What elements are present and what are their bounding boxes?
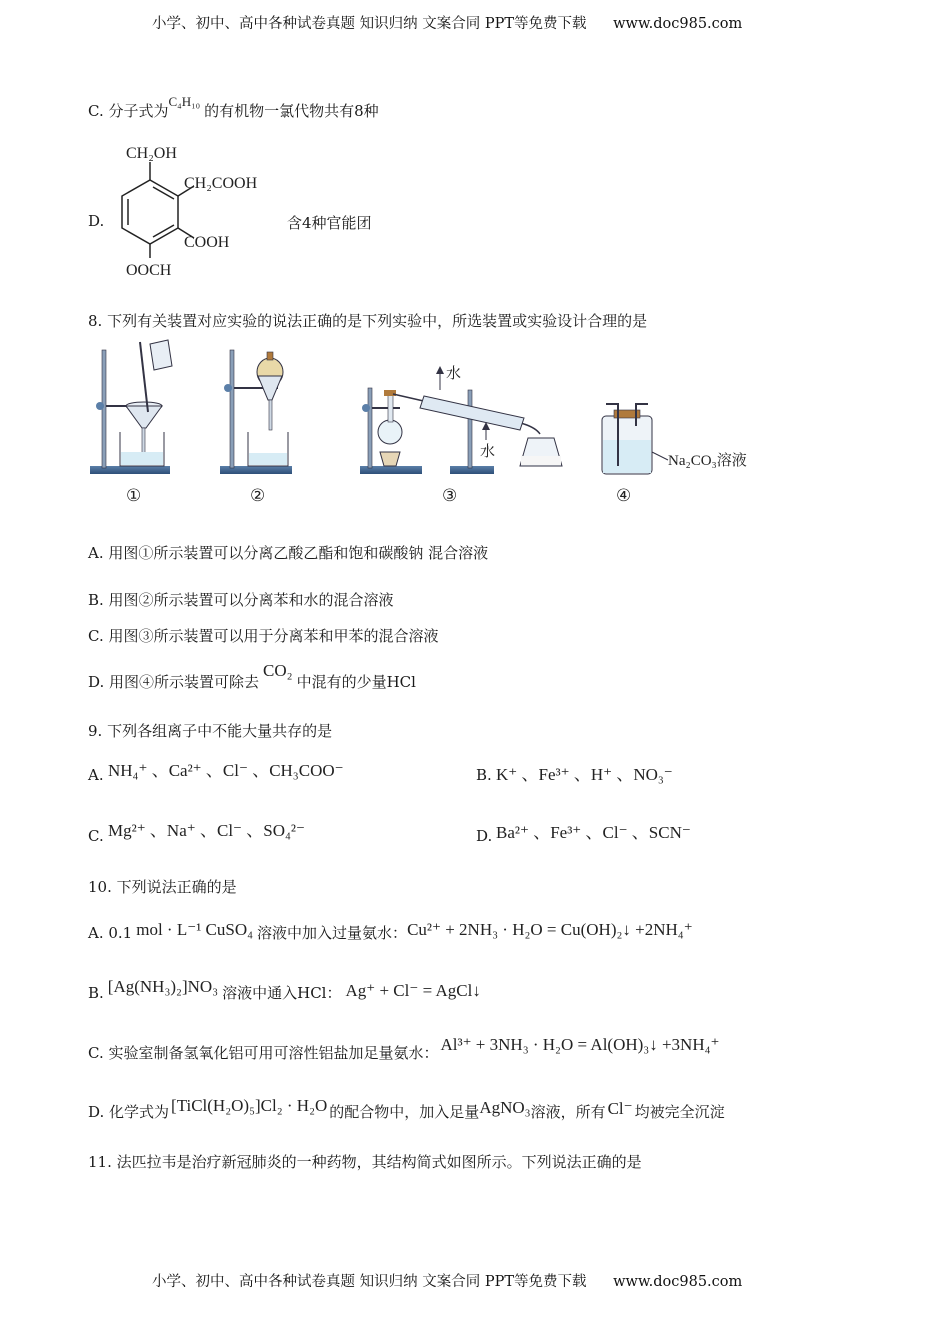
- formula-c4h10: C₄H₁₀: [168, 94, 201, 109]
- formula-agno3: AgNO₃: [479, 1098, 531, 1117]
- q7-option-d-text: 含4种官能团: [287, 214, 372, 232]
- q7-option-c: C. 分子式为C₄H₁₀的有机物一氯代物共有8种: [88, 94, 379, 120]
- apparatus-separatory-funnel: [220, 350, 292, 474]
- formula-cuso4: mol · L⁻¹ CuSO₄: [136, 920, 254, 939]
- q7-structure-diagram: [98, 140, 288, 282]
- q9-option-d-ions: Ba²⁺ 、Fe³⁺ 、Cl⁻ 、SCN⁻: [496, 823, 691, 842]
- q8-option-b: B. 用图②所示装置可以分离苯和水的混合溶液: [88, 591, 394, 609]
- formula-ti-complex: [TiCl(H₂O)₅]Cl₂ · H₂O: [171, 1096, 328, 1115]
- q8-option-c: C. 用图③所示装置可以用于分离苯和甲苯的混合溶液: [88, 627, 439, 645]
- q9-option-a-ions: NH₄⁺ 、Ca²⁺ 、Cl⁻ 、CH₃COO⁻: [108, 761, 344, 780]
- equation-b: Ag⁺ + Cl⁻ = AgCl↓: [345, 981, 481, 1000]
- group-oocH: OOCH: [126, 262, 172, 279]
- q9-option-a-label: A.: [88, 766, 104, 784]
- group-ch2cooh: CH₂COOH: [184, 175, 258, 192]
- reagent-label: Na₂CO₃溶液: [668, 453, 747, 469]
- q8-apparatus-figure: [84, 336, 764, 512]
- q10-option-d: D. 化学式为 [TiCl(H₂O)₅]Cl₂ · H₂O 的配合物中，加入足量AgNO₃溶液，所有 Cl⁻ 均被完全沉淀: [88, 1096, 725, 1121]
- label-3: ③: [442, 486, 458, 505]
- apparatus-filtration: [90, 340, 172, 474]
- formula-ag-complex: [Ag(NH₃)₂]NO₃: [107, 977, 219, 996]
- group-ch2oh: CH₂OH: [126, 145, 177, 162]
- q10-option-c: C. 实验室制备氢氧化铝可用可溶性铝盐加足量氨水： Al³⁺ + 3NH₃ · H₂O = Al(OH)₃↓ +3NH₄⁺: [88, 1035, 720, 1062]
- q8-option-d: D. 用图④所示装置可除去CO₂中混有的少量HCl: [88, 661, 416, 691]
- water-in-label: 水: [480, 444, 496, 460]
- label-4: ④: [616, 486, 632, 505]
- header-text: 小学、初中、高中各种试卷真题 知识归纳 文案合同 PPT等免费下载: [152, 16, 587, 32]
- q10-option-b: B. [Ag(NH₃)₂]NO₃ 溶液中通入HCl： Ag⁺ + Cl⁻ = AgCl↓: [88, 977, 481, 1002]
- q9-option-b-ions: K⁺ 、Fe³⁺ 、H⁺ 、NO₃⁻: [496, 765, 673, 784]
- q9-option-d-label: D.: [476, 827, 493, 845]
- label-2: ②: [250, 486, 266, 505]
- q9-option-c-ions: Mg²⁺ 、Na⁺ 、Cl⁻ 、SO₄²⁻: [108, 821, 305, 840]
- q9-option-b-label: B.: [476, 766, 492, 784]
- page-footer: [152, 1270, 742, 1291]
- formula-cl-ion: Cl⁻: [607, 1099, 633, 1118]
- equation-c: Al³⁺ + 3NH₃ · H₂O = Al(OH)₃↓ +3NH₄⁺: [440, 1035, 720, 1054]
- equation-a: Cu²⁺ + 2NH₃ · H₂O = Cu(OH)₂↓ +2NH₄⁺: [407, 920, 693, 939]
- page-header: [152, 12, 742, 33]
- footer-url[interactable]: www.doc985.com: [613, 1274, 743, 1290]
- label-1: ①: [126, 486, 142, 505]
- formula-co2: CO₂: [263, 661, 293, 680]
- q9-option-c-label: C.: [88, 827, 104, 845]
- q10-stem: 10. 下列说法正确的是: [88, 878, 237, 896]
- q7-option-d-label: D.: [88, 212, 105, 230]
- q9-stem: 9. 下列各组离子中不能大量共存的是: [88, 722, 333, 740]
- footer-text: 小学、初中、高中各种试卷真题 知识归纳 文案合同 PPT等免费下载: [152, 1274, 587, 1290]
- header-url[interactable]: www.doc985.com: [613, 16, 743, 32]
- q10-option-a: A. 0.1 mol · L⁻¹ CuSO₄ 溶液中加入过量氨水：Cu²⁺ + 2NH₃ · H₂O = Cu(OH)₂↓ +2NH₄⁺: [88, 920, 693, 942]
- q8-option-a: A. 用图①所示装置可以分离乙酸乙酯和饱和碳酸钠 混合溶液: [88, 544, 489, 562]
- apparatus-distillation: [360, 366, 562, 474]
- group-cooh: COOH: [184, 234, 230, 251]
- apparatus-gas-washing-bottle: [602, 404, 668, 474]
- q8-stem: 8. 下列有关装置对应实验的说法正确的是下列实验中，所选装置或实验设计合理的是: [88, 312, 648, 330]
- water-out-label: 水: [446, 366, 462, 382]
- q11-stem: 11. 法匹拉韦是治疗新冠肺炎的一种药物，其结构简式如图所示。下列说法正确的是: [88, 1153, 642, 1171]
